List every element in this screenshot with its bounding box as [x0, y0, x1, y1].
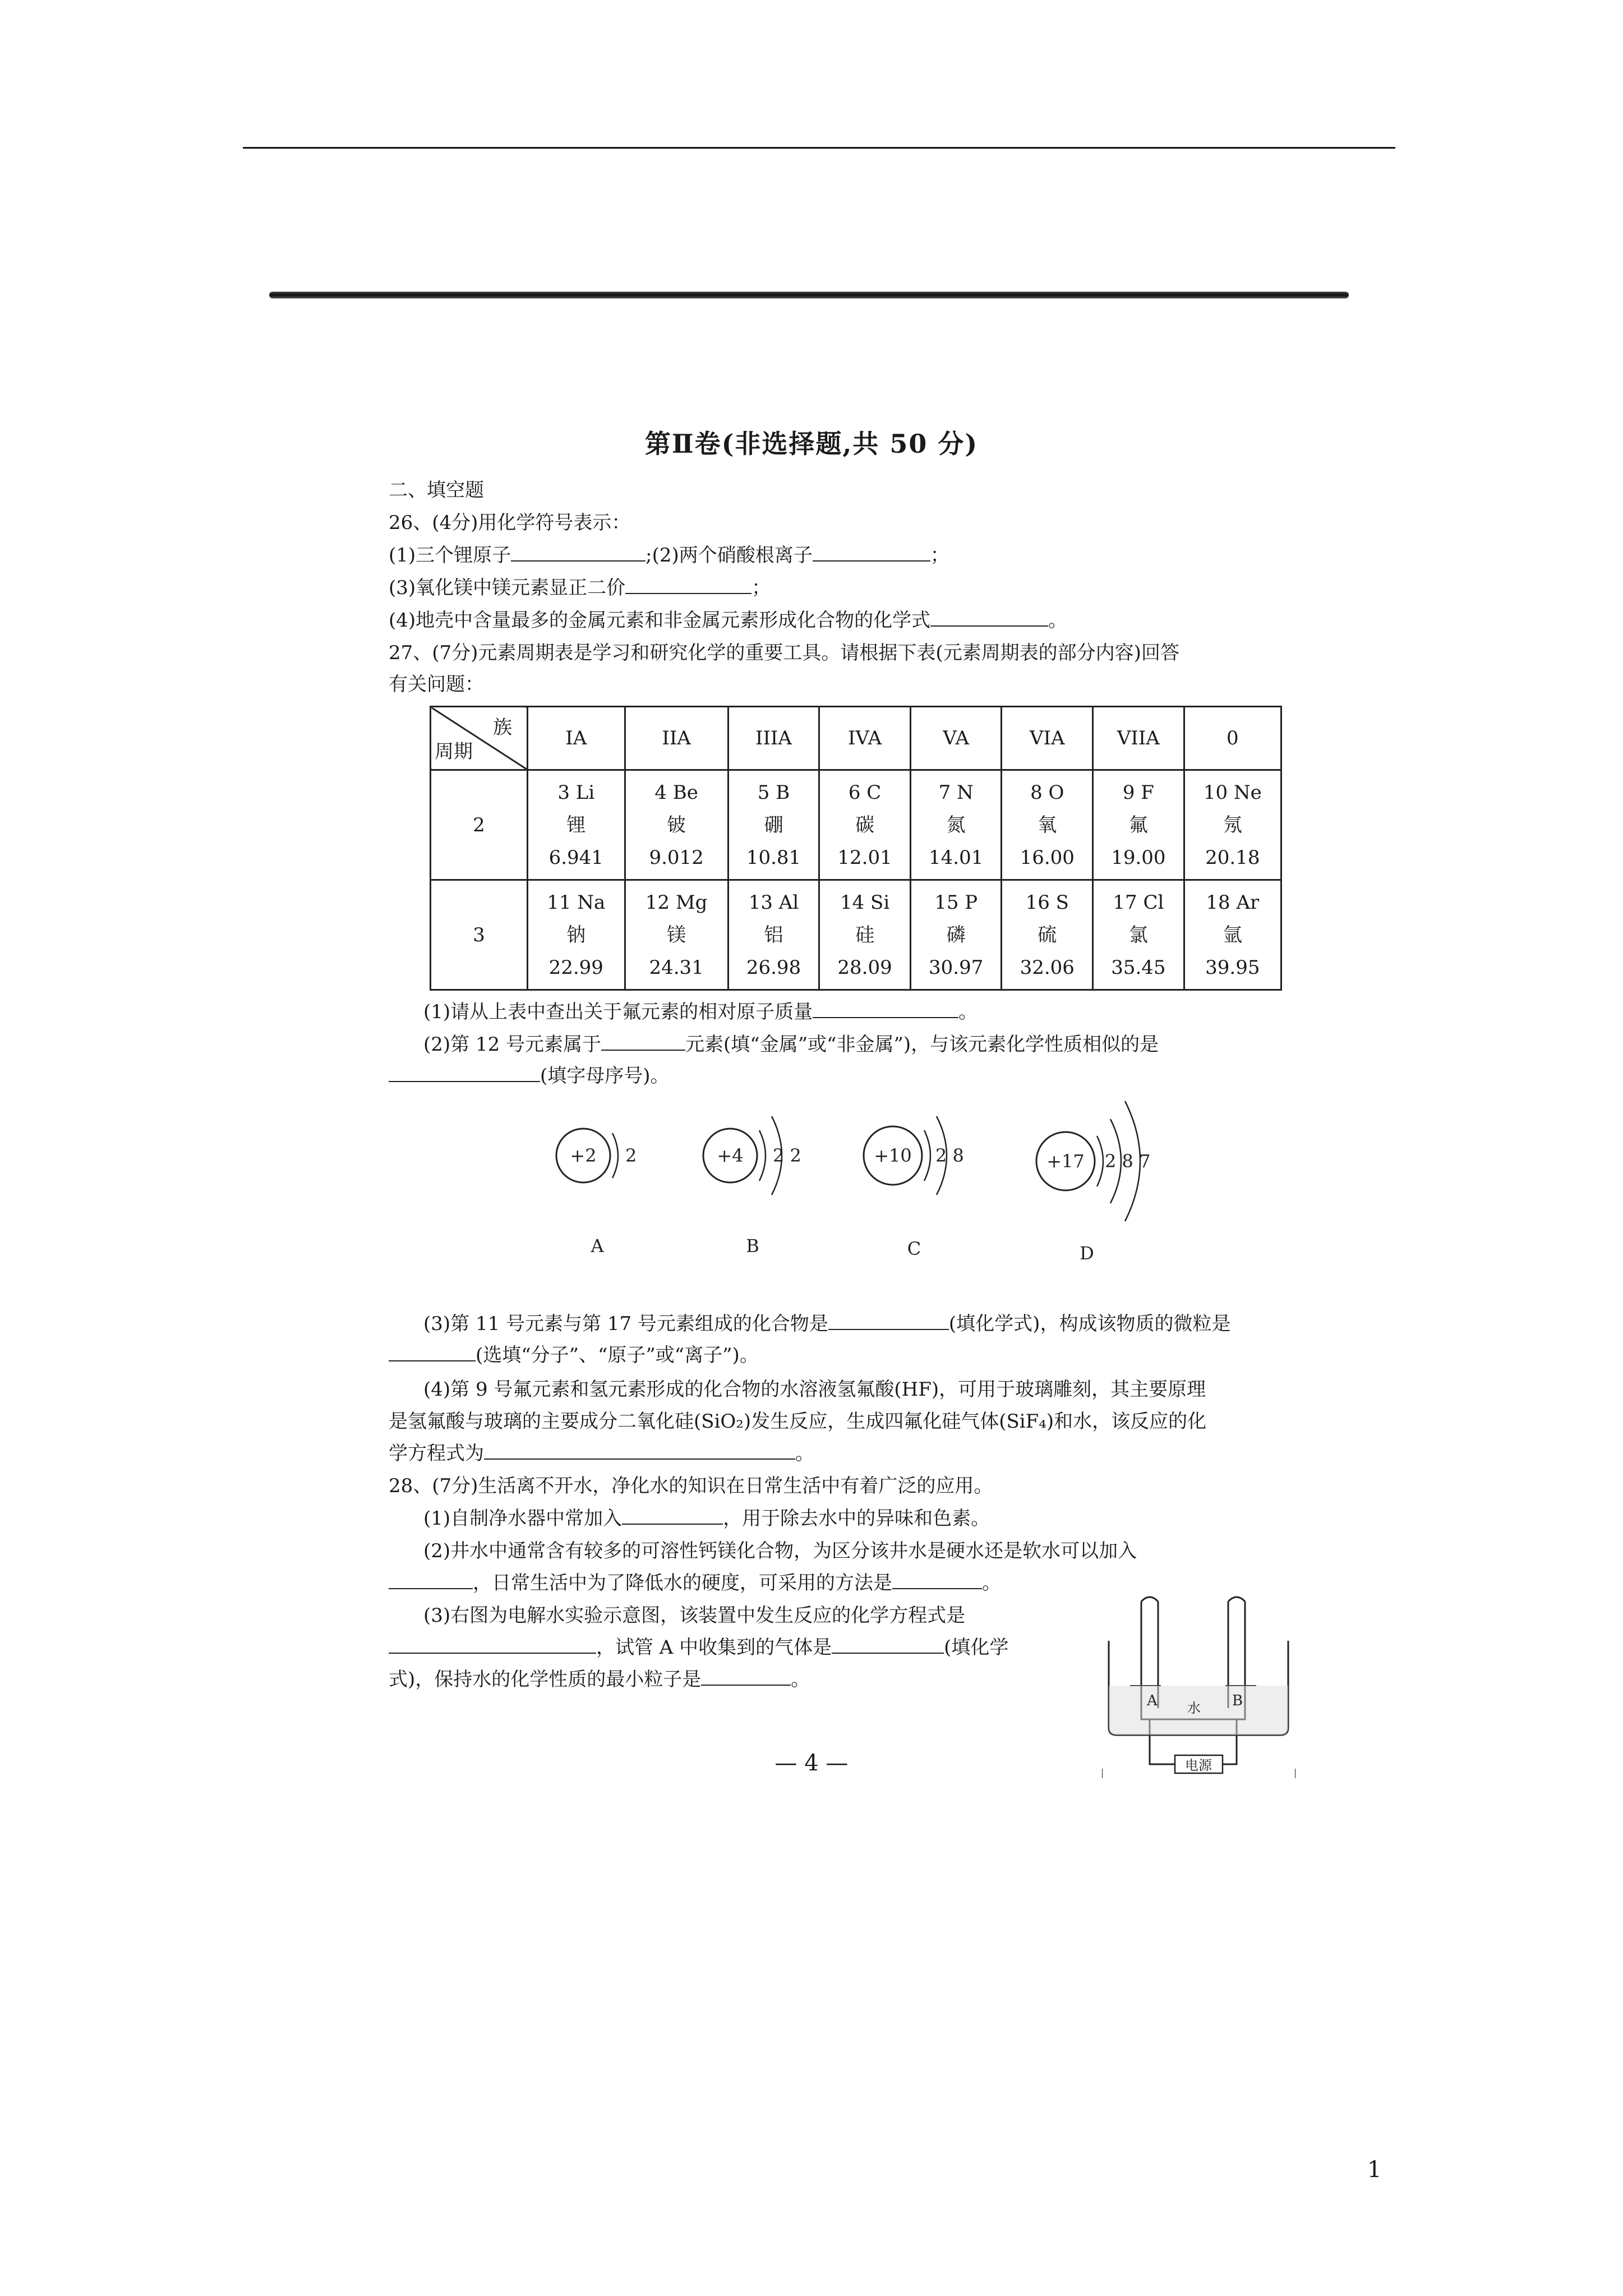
tube-a-label: A: [1147, 1692, 1158, 1709]
q26-text-3b: 。: [1048, 609, 1068, 632]
atom-d: [1036, 1101, 1150, 1264]
q27-text-1b: 。: [958, 1001, 978, 1023]
element-symbol: 8 O: [1030, 781, 1064, 804]
q28-heading: 28、(7分)生活离不开水，净化水的知识在日常生活中有着广泛的应用。: [389, 1475, 993, 1497]
element-name: 碳: [855, 813, 875, 836]
atom-a: [556, 1129, 637, 1257]
q27-text-1a: (1)请从上表中查出关于氟元素的相对原子质量: [423, 1001, 813, 1023]
element-symbol: 14 Si: [840, 891, 890, 914]
q27-text-3c: (选填“分子”、“原子”或“离子”)。: [476, 1344, 759, 1366]
q28-text-3c: (填化学: [944, 1636, 1009, 1659]
answer-blank[interactable]: [625, 576, 751, 594]
q27-part4: (4)第 9 号氟元素和氢元素形成的化合物的水溶液氢氟酸(HF)，可用于玻璃雕刻，其主要原理: [423, 1378, 1206, 1401]
element-mass: 12.01: [837, 846, 892, 869]
atom-label: B: [746, 1235, 759, 1257]
atom-label: C: [907, 1238, 921, 1259]
element-symbol: 5 B: [757, 781, 790, 804]
q26-text-1b: ;(2)两个硝酸根离子: [645, 544, 813, 567]
answer-blank[interactable]: [389, 1571, 473, 1589]
element-mass: 14.01: [929, 846, 984, 869]
element-name: 氯: [1128, 923, 1148, 946]
q26-line2: [389, 576, 771, 600]
element-symbol: 7 N: [938, 781, 974, 804]
q26-text-1a: (1)三个锂原子: [389, 544, 511, 567]
element-cell: [1184, 770, 1281, 880]
q27-text-2c: (填字母序号)。: [540, 1065, 670, 1087]
answer-blank[interactable]: [511, 544, 645, 562]
period-label: 2: [431, 770, 528, 880]
element-cell: [1093, 770, 1184, 880]
atom-label: A: [591, 1235, 604, 1257]
element-mass: 30.97: [929, 956, 984, 979]
element-cell: [910, 880, 1002, 990]
q27-part3: [423, 1312, 1230, 1336]
answer-blank[interactable]: [389, 1636, 596, 1654]
q26-line1: [389, 543, 949, 568]
atom-nucleus: +17: [1046, 1151, 1085, 1172]
q27-text-3a: (3)第 11 号元素与第 17 号元素组成的化合物是: [423, 1313, 828, 1335]
answer-blank[interactable]: [601, 1033, 685, 1051]
answer-blank[interactable]: [622, 1507, 723, 1525]
sheet-number: 1: [1367, 2157, 1382, 2183]
answer-blank[interactable]: [832, 1636, 944, 1654]
tube-b-label: B: [1232, 1692, 1243, 1709]
q28-part3-cont: [389, 1635, 1008, 1660]
atom-c: [864, 1116, 964, 1259]
q28-text-1a: (1)自制净水器中常加入: [423, 1507, 623, 1530]
q27-part2-cont: [389, 1064, 670, 1088]
element-cell: [625, 880, 728, 990]
answer-blank[interactable]: [389, 1343, 476, 1361]
atom-diagrams: [527, 1091, 1189, 1271]
q28-text-3b: ，试管 A 中收集到的气体是: [596, 1636, 832, 1659]
q27-part4-end: [389, 1441, 814, 1466]
answer-blank[interactable]: [813, 544, 930, 562]
element-name: 铝: [764, 923, 783, 946]
element-symbol: 3 Li: [557, 781, 595, 804]
q27-heading-1: 27、(7分)元素周期表是学习和研究化学的重要工具。请根据下表(元素周期表的部分内容)回答: [389, 642, 1179, 664]
element-symbol: 15 P: [934, 891, 978, 914]
q28-part2-cont: [389, 1571, 1001, 1595]
q27-text-3b: (填化学式)，构成该物质的微粒是: [948, 1313, 1231, 1335]
element-mass: 19.00: [1111, 846, 1166, 869]
water-label: 水: [1187, 1700, 1201, 1716]
element-name: 氖: [1223, 813, 1242, 836]
atom-shells: 2: [625, 1145, 637, 1166]
group-header: IA: [528, 707, 625, 770]
element-symbol: 12 Mg: [645, 891, 708, 914]
q27-heading-2: 有关问题：: [389, 673, 484, 696]
q26-line3: [389, 608, 1067, 633]
element-mass: 28.09: [837, 956, 892, 979]
page-number: — 4 —: [774, 1750, 849, 1776]
q27-text-2a: (2)第 12 号元素属于: [423, 1033, 602, 1056]
group-header: IVA: [819, 707, 911, 770]
element-name: 氧: [1038, 813, 1057, 836]
corner-period-label: 周期: [435, 740, 473, 763]
element-cell: [910, 770, 1002, 880]
group-header: VIIA: [1093, 707, 1184, 770]
q26-heading: 26、(4分)用化学符号表示：: [389, 512, 631, 534]
header-rule: [243, 147, 1395, 149]
q27-text-4d: 。: [795, 1442, 814, 1465]
atom-shells: 2 8: [935, 1145, 964, 1166]
q27-text-2b: 元素(填“金属”或“非金属”)，与该元素化学性质相似的是: [685, 1033, 1159, 1056]
page-title: 第Ⅱ卷(非选择题,共 50 分): [644, 429, 979, 459]
q28-part2: (2)井水中通常含有较多的可溶性钙镁化合物，为区分该井水是硬水还是软水可以加入: [423, 1540, 1137, 1562]
element-cell: [1093, 880, 1184, 990]
element-mass: 20.18: [1205, 846, 1260, 869]
element-symbol: 11 Na: [547, 891, 606, 914]
q28-text-2c: 。: [982, 1572, 1001, 1594]
element-symbol: 9 F: [1122, 781, 1154, 804]
group-header: VIA: [1002, 707, 1093, 770]
corner-group-label: 族: [493, 716, 512, 739]
element-name: 锂: [566, 813, 586, 836]
atom-nucleus: +4: [717, 1145, 744, 1166]
answer-blank[interactable]: [813, 1000, 958, 1018]
element-cell: [1002, 880, 1093, 990]
atom-label: D: [1080, 1243, 1094, 1264]
element-name: 氩: [1223, 923, 1242, 946]
atom-b: [703, 1116, 801, 1257]
element-symbol: 13 Al: [748, 891, 799, 914]
q26-text-1c: ；: [930, 544, 949, 567]
element-mass: 16.00: [1020, 846, 1075, 869]
element-name: 磷: [946, 923, 966, 946]
element-cell: [728, 880, 819, 990]
q26-text-2b: ；: [751, 577, 771, 599]
element-mass: 10.81: [746, 846, 801, 869]
element-name: 镁: [667, 923, 686, 946]
q28-text-1b: ，用于除去水中的异味和色素。: [723, 1507, 990, 1530]
element-name: 氟: [1128, 813, 1148, 836]
element-mass: 39.95: [1205, 956, 1260, 979]
answer-blank[interactable]: [484, 1442, 795, 1460]
element-mass: 26.98: [746, 956, 801, 979]
q27-part1: [423, 1000, 978, 1024]
q27-part3-cont: [389, 1343, 759, 1368]
element-symbol: 17 Cl: [1113, 891, 1164, 914]
section-heading: 二、填空题: [389, 479, 484, 501]
element-mass: 35.45: [1111, 956, 1166, 979]
element-symbol: 4 Be: [654, 781, 698, 804]
group-header: VA: [910, 707, 1002, 770]
power-label: 电源: [1185, 1757, 1212, 1773]
answer-blank[interactable]: [701, 1668, 791, 1686]
element-cell: [1002, 770, 1093, 880]
element-symbol: 10 Ne: [1203, 781, 1262, 804]
answer-blank[interactable]: [892, 1571, 982, 1589]
atom-shells: 2 2: [773, 1145, 801, 1166]
element-cell: [528, 880, 625, 990]
group-header: 0: [1184, 707, 1281, 770]
q28-part3-end: [389, 1667, 810, 1692]
atom-nucleus: +10: [874, 1145, 912, 1166]
element-mass: 9.012: [649, 846, 704, 869]
q27-part2: [423, 1032, 1159, 1057]
answer-blank[interactable]: [828, 1312, 949, 1330]
answer-blank[interactable]: [930, 609, 1048, 627]
group-header: IIA: [625, 707, 728, 770]
element-name: 硅: [855, 923, 875, 946]
element-cell: [728, 770, 819, 880]
element-symbol: 6 C: [848, 781, 882, 804]
period-label: 3: [431, 880, 528, 990]
atom-nucleus: +2: [570, 1145, 597, 1166]
element-cell: [1184, 880, 1281, 990]
q28-part1: [423, 1506, 990, 1531]
q27-text-4c: 学方程式为: [389, 1442, 484, 1465]
q26-text-3a: (4)地壳中含量最多的金属元素和非金属元素形成化合物的化学式: [389, 609, 931, 632]
q26-text-2a: (3)氧化镁中镁元素显正二价: [389, 577, 626, 599]
q27-part4-cont: 是氢氟酸与玻璃的主要成分二氧化硅(SiO₂)发生反应，生成四氟化硅气体(SiF₄)和水，该反应的化: [389, 1410, 1207, 1433]
element-cell: [819, 880, 911, 990]
table-corner: [431, 707, 528, 770]
element-name: 铍: [667, 813, 686, 836]
element-cell: [528, 770, 625, 880]
answer-blank[interactable]: [389, 1064, 540, 1082]
element-mass: 24.31: [649, 956, 704, 979]
periodic-table: [430, 706, 1282, 991]
q28-text-3e: 。: [791, 1668, 810, 1691]
element-name: 硼: [764, 813, 783, 836]
element-name: 氮: [946, 813, 966, 836]
element-mass: 32.06: [1020, 956, 1075, 979]
scan-divider: [269, 292, 1349, 298]
element-name: 硫: [1038, 923, 1057, 946]
q28-part3: (3)右图为电解水实验示意图，该装置中发生反应的化学方程式是: [423, 1604, 966, 1627]
element-symbol: 16 S: [1025, 891, 1069, 914]
q28-text-2b: ，日常生活中为了降低水的硬度，可采用的方法是: [473, 1572, 892, 1594]
element-mass: 22.99: [548, 956, 603, 979]
element-name: 钠: [566, 923, 586, 946]
atom-shells: 2 8 7: [1105, 1151, 1151, 1172]
element-cell: [625, 770, 728, 880]
element-mass: 6.941: [548, 846, 603, 869]
element-cell: [819, 770, 911, 880]
element-symbol: 18 Ar: [1206, 891, 1260, 914]
group-header: IIIA: [728, 707, 819, 770]
q28-text-3d: 式)，保持水的化学性质的最小粒子是: [389, 1668, 702, 1691]
